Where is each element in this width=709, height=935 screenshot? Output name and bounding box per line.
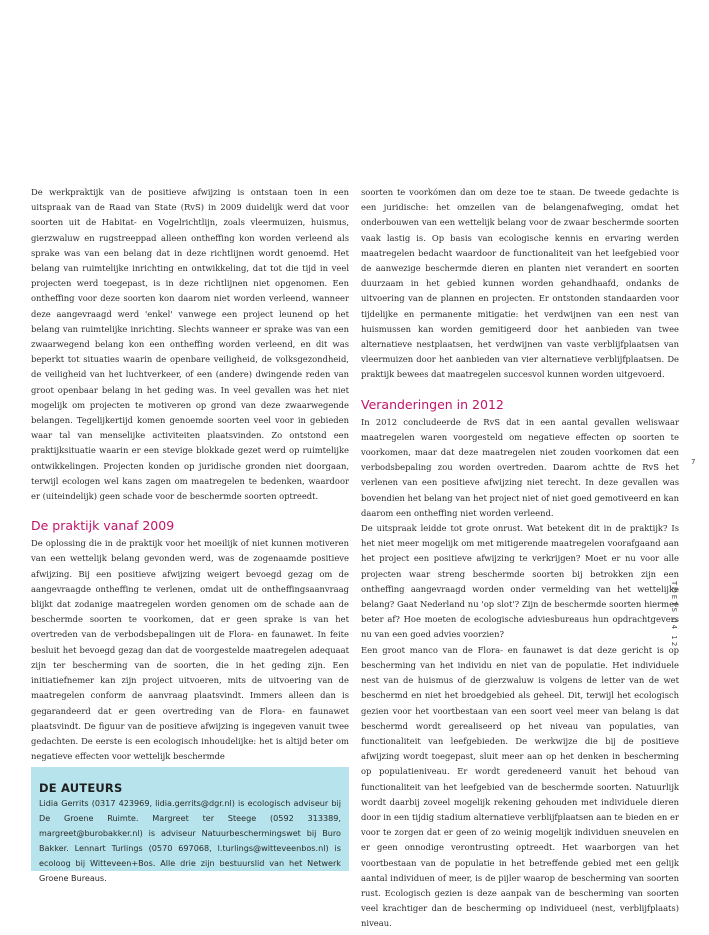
veranderingen-paragraph-2: De uitspraak leidde tot grote onrust. Wat betekent dit in de praktijk? Is het niet meer mogelijk om met mitigerende maatregelen voorafgaand aan het project een positieve afwijzing te verkrijgen? Moet er nu voor alle projecten waar streng beschermde soorten bij betrokken zijn een ontheffing aangevraagd worden onder vermelding van het wettelijke belang? Gaat Nederland nu 'op slot'? Zijn de beschermde soorten hiermee beter af? Hoe moeten de ecologische adviesbureaus hun opdrachtgevers nu van een goed advies voorzien? bbox=[361, 523, 679, 640]
section-heading-veranderingen-2012: Veranderingen in 2012 bbox=[361, 396, 504, 412]
authors-title: DE AUTEURS bbox=[39, 781, 123, 795]
authors-text: Lidia Gerrits (0317 423969, lidia.gerrits@dgr.nl) is ecologisch adviseur bij De Groene Ruimte. Margreet ter Steege (0592 313389, margreet@burobakker.nl) is adviseur Natuurbeschermingswet bij Buro Bakker. Lennart Turlings (0570 697068, l.turlings@witteveenbos.nl) is ecoloog bij Witteveen+Bos. Alle drie zijn bestuurslid van het Netwerk Groene Bureaus. bbox=[39, 798, 341, 883]
journal-issue-label: TOETS 04 12 bbox=[670, 581, 678, 649]
veranderingen-paragraph-1: In 2012 concludeerde de RvS dat in een aantal gevallen weliswaar maatregelen waren voorgesteld om negatieve effecten op soorten te voorkomen, maar dat deze maatregelen niet zouden voorkomen dat een verbodsbepaling zou worden overtreden. Daarom achtte de RvS het verlenen van een positieve afwijzing niet terecht. In deze gevallen was bovendien het belang van het project niet of niet goed gemotiveerd en kan daarom een ontheffing niet worden verleend. bbox=[361, 416, 679, 518]
veranderingen-paragraph-3: Een groot manco van de Flora- en faunawet is dat deze gericht is op bescherming van het individu en niet van de populatie. Het individuele nest van de huismus of de gierzwaluw is volgens de letter van de wet beschermd en niet het broedgebied als geheel. Dit, terwijl het ecologisch gezien voor het voortbestaan van een soort veel meer van belang is dat beschermd wordt gerealiseerd op het niveau van populaties, van functionaliteit van leefgebieden. De werkwijze die bij de positieve afwijzing wordt toegepast, sluit meer aan op het denken in bescherming op populatieniveau. Er wordt geredeneerd vanuit het behoud van functionaliteit van het leefgebied van de beschermde soorten. Natuurlijk wordt daarbij zoveel mogelijk rekening gehouden met individuele dieren door in een tijdig stadium alternatieve verblijfplaatsen aan te bieden en er voor te zorgen dat er geen of zo weinig mogelijk individuen sneuvelen en er geen onnodige verontrusting optreedt. Het waarborgen van het voortbestaan van de populatie in het betreffende gebied met een gelijk aantal individuen of meer, is de pijler waarop de bescherming van soorten rust. Ecologisch gezien is deze aanpak van de bescherming van soorten veel krachtiger dan de bescherming op individueel (nest, verblijfplaats) niveau. bbox=[361, 644, 679, 929]
intro-paragraph: De werkpraktijk van de positieve afwijzing is ontstaan toen in een uitspraak van de Raad van State (RvS) in 2009 duidelijk werd dat voor soorten uit de Habitat- en Vogelrichtlijn, zoals vleermuizen, huismus, gierzwaluw en rugstreeppad alleen ontheffing kon worden verleend als sprake was van een belang dat in deze richtlijnen wordt genoemd. Het belang van ruimtelijke inrichting en ontwikkeling, dat tot die tijd in veel projecten werd toegepast, is in deze richtlijnen niet opgenomen. Een ontheffing voor deze soorten kon daarom niet worden verleend, wanneer deze aangevraagd werd 'enkel' vanwege een project leunend op het belang van ruimtelijke inrichting. Slechts wanneer er sprake was van een zwaarwegend belang kon een ontheffing worden verleend, en dit was beperkt tot situaties waarin de openbare veiligheid, de volksgezondheid, de veiligheid van het luchtverkeer, of een (andere) dwingende reden van groot openbaar belang in het geding was. In veel gevallen was het niet mogelijk om projecten te motiveren op grond van deze zwaarwegende belangen. Tegelijkertijd komen genoemde soorten veel voor in gebieden waar tal van menselijke activiteiten plaatsvinden. Zo ontstond een praktijksituatie waarin er een stevige blokkade gezet werd op ruimtelijke ontwikkelingen. Projecten konden op juridische gronden niet doorgaan, terwijl ecologen wel kans zagen om maatregelen te bedenken, waardoor er (uiteindelijk) geen schade voor de beschermde soorten optreedt. bbox=[31, 187, 349, 502]
section-heading-praktijk-2009: De praktijk vanaf 2009 bbox=[31, 518, 175, 534]
authors-box bbox=[31, 767, 349, 883]
right-column bbox=[361, 185, 679, 932]
left-column bbox=[31, 185, 349, 764]
page-number: 7 bbox=[691, 458, 696, 466]
praktijk-paragraph: De oplossing die in de praktijk voor het moeilijk of niet kunnen motiveren van een wettelijk belang gevonden werd, was de zogenaamde positieve afwijzing. Bij een positieve afwijzing weigert bevoegd gezag om de aangevraagde ontheffing te verlenen, omdat uit de ontheffingsaanvraag blijkt dat zodanige maatregelen worden genomen om de schade aan de beschermde soorten te voorkomen, dat er geen sprake is van het overtreden van de verbodsbepalingen uit de Flora- en faunawet. In feite besluit het bevoegd gezag dan dat de voorgestelde maatregelen adequaat zijn ter bescherming van de soorten, die in het geding zijn. Een initiatiefnemer kan zijn project uitvoeren, mits de uitvoering van de maatregelen conform de aanvraag plaatsvindt. Immers alleen dan is gegarandeerd dat er geen overtreding van de Flora- en faunawet plaatsvindt. De figuur van de positieve afwijzing is ingegeven vanuit twee gedachten. De eerste is een ecologisch inhoudelijke: het is altijd beter om negatieve effecten voor wettelijk beschermde bbox=[31, 538, 349, 762]
continuation-paragraph: soorten te voorkómen dan om deze toe te staan. De tweede gedachte is een juridische: het omzeilen van de belangenafweging, omdat het onderbouwen van een wettelijk belang voor de zwaar beschermde soorten vaak lastig is. Op basis van ecologische kennis en ervaring werden maatregelen bedacht waardoor de functionaliteit van het leefgebied voor de aanwezige beschermde dieren en planten niet verandert en soorten duurzaam in het gebied kunnen worden gehandhaafd, ondanks de uitvoering van de plannen en projecten. Er ontstonden standaarden voor tijdelijke en permanente mitigatie: het verdwijnen van een nest van huismussen kan worden gemitigeerd door het aanbieden van twee alternatieve nestplaatsen, het verdwijnen van vaste verblijfplaatsen van vleermuizen door het aanbieden van vier alternatieve verblijfplaatsen. De praktijk bewees dat maatregelen succesvol kunnen worden uitgevoerd. bbox=[361, 187, 679, 380]
